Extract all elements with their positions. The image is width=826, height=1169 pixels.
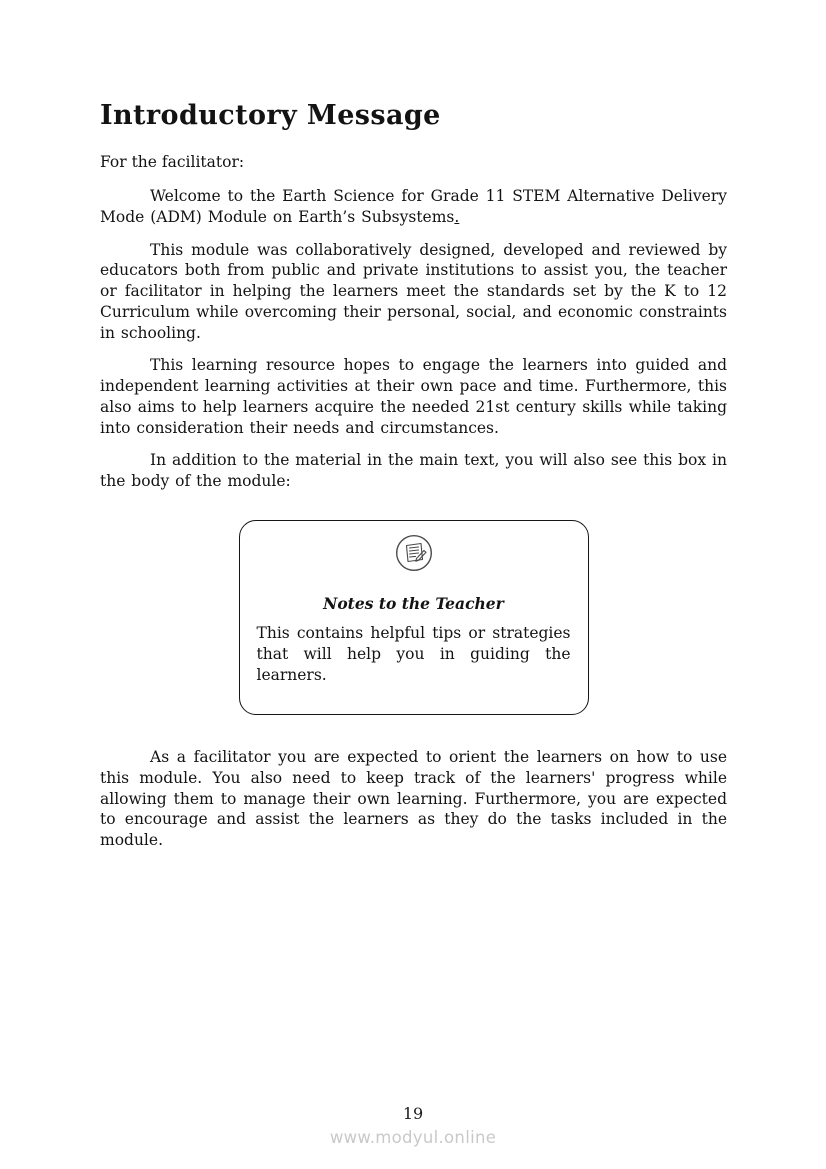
page-title: Introductory Message — [100, 100, 441, 131]
notes-heading: Notes to the Teacher — [323, 593, 504, 613]
paragraph-box-notice: In addition to the material in the main text, you will also see this box in the body of the module: — [100, 451, 727, 491]
page-footer — [0, 1104, 826, 1147]
paragraph-welcome — [100, 186, 727, 228]
paragraph-facilitator-role: As a facilitator you are expected to orient the learners on how to use this module. You also need to keep track of the learners' progress while allowing them to manage their own learning. Furthermore, you are expected to encourage and assist the learners as they do the tasks included in the module. — [100, 748, 727, 850]
paragraph-module-design: This module was collaboratively designed, developed and reviewed by educators both from public and private institutions to assist you, the teacher or facilitator in helping the learners meet the standards set by the K to 12 Curriculum while overcoming their personal, social, and economic constraints in schooling. — [100, 240, 727, 342]
paragraph-learning-resource: This learning resource hopes to engage the learners into guided and independent learning activities at their own pace and time. Furthermore, this also aims to help learners acquire the needed 21st century skills while taking into consideration their needs and circumstances. — [100, 356, 727, 437]
notes-icon — [257, 534, 571, 572]
salutation: For the facilitator: — [100, 153, 245, 171]
page-number: 19 — [402, 1104, 424, 1123]
notes-to-teacher-box — [239, 520, 589, 715]
paragraph-welcome-underlined-period: . — [454, 207, 460, 226]
watermark-url: www.modyul.online — [329, 1128, 497, 1147]
notes-body: This contains helpful tips or strategies that will help you in guiding the learners. — [256, 623, 571, 685]
paragraph-welcome-text: Welcome to the Earth Science for Grade 11 STEM Alternative Delivery Mode (ADM) Module on Earth’s Subsystems — [100, 187, 727, 226]
